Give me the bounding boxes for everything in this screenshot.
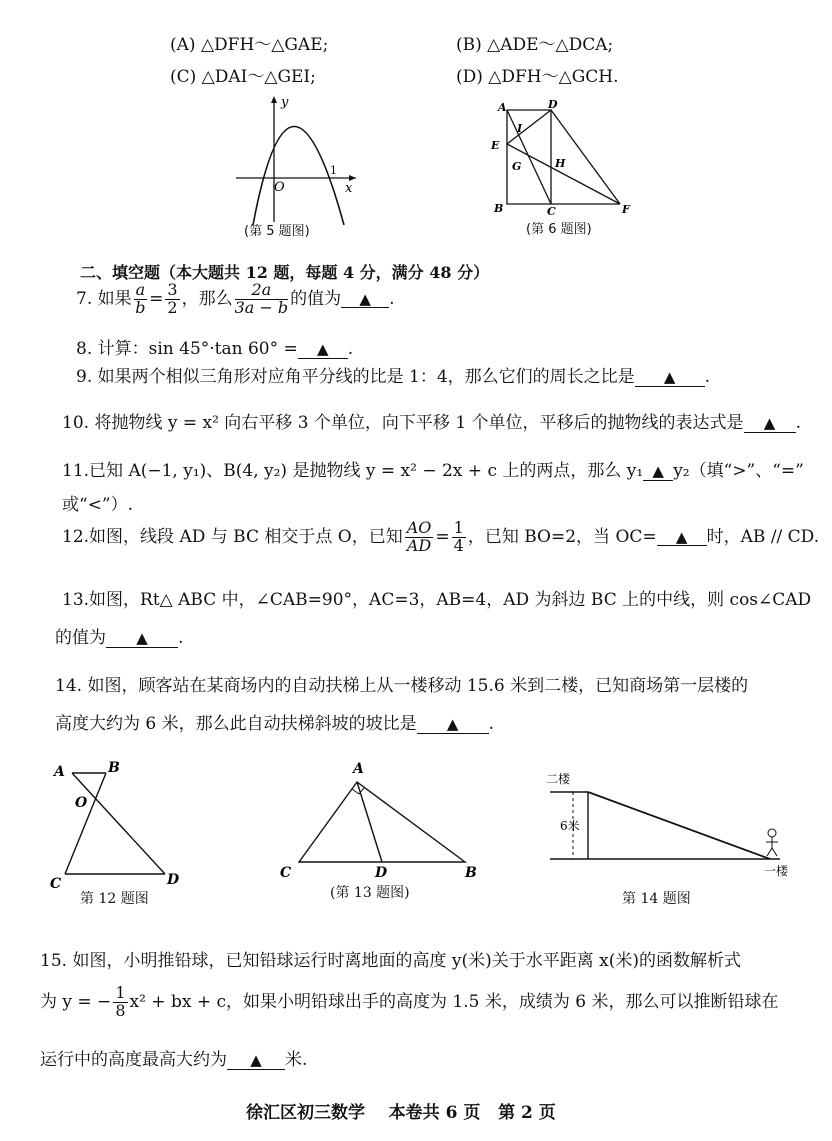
fig12-label-b: B: [108, 760, 120, 776]
q11-line1: 11.已知 A(−1, y₁)、B(4, y₂) 是抛物线 y = x² − 2x + c 上的两点，那么 y₁: [62, 461, 644, 481]
q9-text: 9. 如果两个相似三角形对应角平分线的比是 1：4，那么它们的周长之比是: [76, 367, 635, 387]
fig13-label-a: A: [353, 761, 364, 777]
q15-line2-pre: 为 y = −: [40, 991, 112, 1012]
figure-12-diagram: [40, 752, 200, 892]
figure-13-diagram: [275, 755, 495, 880]
q15-answer-blank[interactable]: ▲: [227, 1052, 285, 1070]
question-7: [76, 282, 395, 317]
fig6-label-g: G: [512, 160, 522, 173]
q12-v-den: 4: [453, 535, 464, 555]
q7-fraction-3-2: [165, 282, 179, 317]
fig6-label-d: D: [548, 98, 558, 111]
fig5-y-arrow: [271, 96, 277, 103]
q7-f3-num: 2a: [235, 282, 289, 300]
option-b: (B) △ADE～△DCA;: [456, 35, 614, 55]
q7-f1-num: a: [135, 280, 146, 299]
q12-answer-blank[interactable]: ▲: [657, 529, 707, 547]
q11-answer-blank[interactable]: ▲: [643, 463, 673, 481]
q7-f1-den: b: [135, 297, 146, 317]
figure-6-caption: (第 6 题图): [526, 222, 592, 237]
q12-post: 时，AB // CD.: [706, 526, 820, 547]
question-8: [76, 334, 353, 359]
fig13-median-ad: [357, 782, 382, 862]
q14-answer-blank[interactable]: ▲: [417, 716, 489, 734]
q14-end: .: [488, 714, 495, 734]
figure-14-escalator: [540, 768, 800, 878]
question-13-line-2: [55, 623, 183, 648]
q7-eq: =: [149, 288, 164, 309]
q15-f-den: 8: [115, 1000, 126, 1020]
fig5-label-o: O: [274, 180, 285, 195]
fig6-label-f: F: [622, 203, 630, 216]
fig6-label-e: E: [491, 139, 500, 152]
fig6-label-c: C: [547, 205, 556, 218]
q12-mid: ，已知 BO=2，当 OC=: [467, 526, 657, 547]
q13-answer-blank[interactable]: ▲: [106, 630, 178, 648]
fig14-label-floor2: 二楼: [546, 772, 571, 786]
fig6-label-i: I: [517, 122, 523, 135]
q7-post: 的值为: [290, 288, 342, 309]
figure-12-caption: 第 12 题图: [80, 891, 149, 907]
q12-pre: 12.如图，线段 AD 与 BC 相交于点 O，已知: [62, 526, 403, 547]
q13-line2: 的值为: [55, 628, 106, 648]
fig12-label-d: D: [167, 872, 180, 888]
q8-text: 8. 计算：sin 45°·tan 60° =: [76, 339, 298, 359]
q11-line1b: y₂（填“>”、“=”: [673, 461, 804, 481]
q9-answer-blank[interactable]: ▲: [635, 369, 705, 387]
q7-f2-num: 3: [167, 280, 178, 299]
question-15-line-1: 15. 如图，小明推铅球，已知铅球运行时离地面的高度 y(米)关于水平距离 x(米)的函数解析式: [40, 951, 741, 971]
q15-line3-end: 米.: [285, 1050, 308, 1070]
q13-end: .: [178, 628, 184, 648]
figure-5-parabola: [228, 90, 378, 236]
q12-f-num: AO: [406, 518, 432, 537]
q14-line2: 高度大约为 6 米，那么此自动扶梯斜坡的坡比是: [55, 714, 417, 734]
figure-5-caption: (第 5 题图): [244, 224, 310, 239]
q8-answer-blank[interactable]: ▲: [298, 341, 348, 359]
fig6-ac: [507, 110, 551, 204]
fig13-triangle: [299, 782, 465, 862]
q15-line2-post: x² + bx + c，如果小明铅球出手的高度为 1.5 米，成绩为 6 米，那么可以推断铅球在: [129, 991, 779, 1012]
question-15-line-2: [40, 985, 778, 1020]
fig14-label-floor1: 一楼: [764, 864, 789, 878]
question-9: [76, 362, 710, 387]
q15-line3: 运行中的高度最高大约为: [40, 1050, 227, 1070]
question-14-line-2: [55, 709, 494, 734]
q10-end: .: [795, 413, 801, 433]
figure-13-caption: (第 13 题图): [330, 885, 410, 901]
q7-end: .: [389, 288, 395, 309]
fig6-label-h: H: [555, 157, 566, 170]
q7-mid: ，那么: [181, 288, 233, 309]
q10-answer-blank[interactable]: ▲: [744, 415, 796, 433]
fig6-ed: [507, 110, 551, 144]
fig13-label-c: C: [280, 865, 292, 880]
section-2-heading: 二、填空题（本大题共 12 题，每题 4 分，满分 48 分）: [80, 263, 490, 282]
fig14-label-height: 6米: [560, 819, 580, 833]
fig13-label-d: D: [375, 865, 388, 880]
fig13-right-angle-mark: [352, 788, 364, 794]
q7-fraction-a-b: [134, 282, 148, 317]
fig12-label-c: C: [50, 876, 62, 892]
q12-f-den: AD: [406, 535, 432, 555]
q9-end: .: [704, 367, 711, 387]
q7-pre: 7. 如果: [76, 288, 132, 309]
page-footer: 徐汇区初三数学 本卷共 6 页 第 2 页: [246, 1103, 556, 1123]
q12-v-num: 1: [453, 518, 464, 537]
q12-fraction-ao-ad: [405, 520, 434, 555]
option-d: (D) △DFH～△GCH.: [456, 67, 619, 87]
fig12-label-o: O: [75, 795, 88, 811]
question-15-line-3: [40, 1045, 307, 1070]
figure-14-caption: 第 14 题图: [622, 891, 691, 907]
q8-end: .: [347, 339, 354, 359]
q7-fraction-expr: [235, 282, 289, 317]
q7-f3-den: 3a − b: [234, 297, 289, 317]
figure-6-diagram: [480, 96, 640, 220]
question-10: [62, 408, 801, 433]
fig13-label-b: B: [465, 865, 477, 880]
person-icon: [766, 829, 778, 856]
fig14-escalator-slope: [588, 792, 770, 859]
question-11-line-2: 或“<”）.: [62, 495, 134, 515]
fig5-label-1: 1: [330, 164, 337, 177]
q12-fraction-1-4: [452, 520, 466, 555]
fig6-label-b: B: [494, 202, 504, 215]
q10-text: 10. 将抛物线 y = x² 向右平移 3 个单位，向下平移 1 个单位，平移后的抛物线的表达式是: [62, 413, 744, 433]
fig12-label-a: A: [54, 764, 65, 780]
option-a: (A) △DFH～△GAE;: [170, 35, 329, 55]
fig6-ef: [507, 144, 620, 204]
question-13-line-1: 13.如图，Rt△ ABC 中，∠CAB=90°，AC=3，AB=4，AD 为斜边 BC 上的中线，则 cos∠CAD: [62, 590, 812, 610]
option-c: (C) △DAI～△GEI;: [170, 67, 316, 87]
question-11-line-1: [62, 456, 804, 481]
question-14-line-1: 14. 如图，顾客站在某商场内的自动扶梯上从一楼移动 15.6 米到二楼，已知商场第一层楼的: [55, 676, 749, 696]
q7-f2-den: 2: [167, 297, 178, 317]
q15-f-num: 1: [115, 983, 126, 1002]
question-12: [62, 520, 819, 555]
fig5-label-x: x: [345, 181, 353, 196]
q7-answer-blank[interactable]: ▲: [341, 291, 389, 309]
q12-eq: =: [435, 526, 450, 547]
fig5-label-y: y: [281, 95, 289, 110]
q15-fraction-1-8: [113, 985, 127, 1020]
fig6-label-a: A: [498, 101, 507, 114]
